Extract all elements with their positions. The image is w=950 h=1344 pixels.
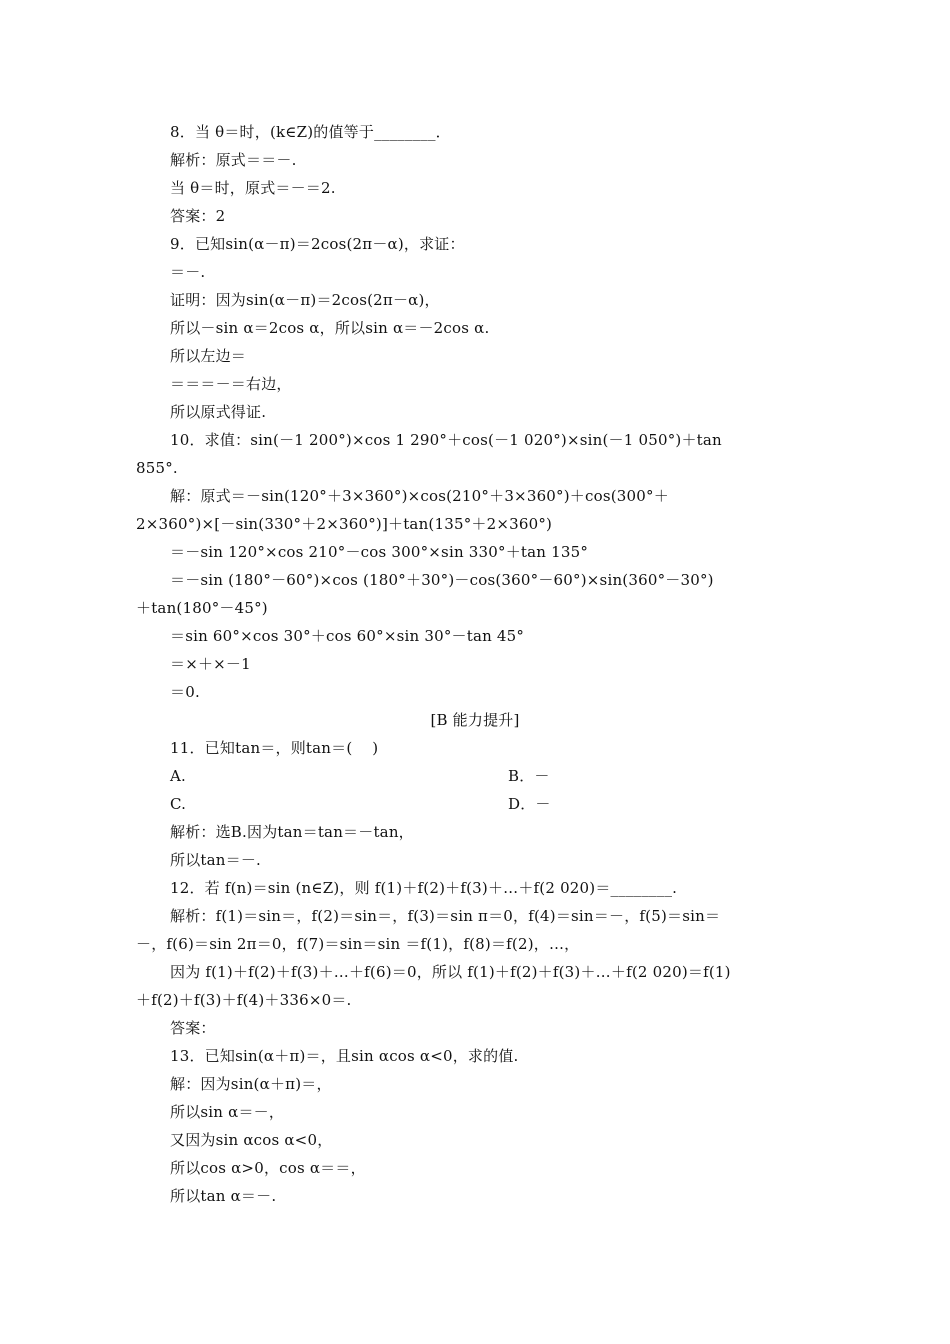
problem-12-answer: 答案： [170,1019,216,1037]
problem-8-question: 8．当 θ＝时，(k∈Z)的值等于________． [170,123,451,141]
problem-12-analysis-4: ＋f(2)＋f(3)＋f(4)＋336×0＝. [136,991,352,1009]
problem-11-option-c: C. [170,795,187,813]
problem-9-claim: ＝－. [170,263,206,281]
problem-8-answer: 答案：2 [170,207,226,225]
problem-13-solution-3: 又因为sin αcos α<0， [170,1131,333,1149]
problem-10-solution-3: ＝－sin 120°×cos 210°－cos 300°×sin 330°＋tan 135° [170,543,589,561]
problem-10-solution-1: 解：原式＝－sin(120°＋3×360°)×cos(210°＋3×360°)＋cos(300°＋ [170,487,669,505]
problem-10-solution-4: ＝－sin (180°－60°)×cos (180°＋30°)－cos(360°－60°)×sin(360°－30°) [170,571,714,589]
problem-10-solution-7: ＝×＋×－1 [170,655,251,673]
problem-10-solution-8: ＝0. [170,683,200,701]
section-heading: [B 能力提升] [430,711,520,729]
problem-9-proof-1: 证明：因为sin(α－π)＝2cos(2π－α)， [170,291,440,309]
problem-13-solution-1: 解：因为sin(α＋π)＝， [170,1075,332,1093]
problem-8-analysis: 解析：原式＝＝－. [170,151,297,169]
problem-9-proof-3: 所以左边＝ [170,347,247,365]
problem-10-question-cont: 855°. [136,459,178,477]
problem-12-analysis-1: 解析：f(1)＝sin＝，f(2)＝sin＝，f(3)＝sin π＝0，f(4)＝sin＝－，f(5)＝sin＝ [170,907,721,925]
problem-11-analysis: 解析：选B.因为tan＝tan＝－tan， [170,823,414,841]
problem-11-option-d: D．－ [508,795,551,813]
problem-13-solution-5: 所以tan α＝－. [170,1187,277,1205]
problem-9-proof-4: ＝＝＝－＝右边， [170,375,292,393]
problem-13-solution-4: 所以cos α>0，cos α＝＝， [170,1159,366,1177]
problem-8-step: 当 θ＝时，原式＝－＝2. [170,179,336,197]
problem-13-question: 13．已知sin(α＋π)＝，且sin αcos α<0，求的值. [170,1047,519,1065]
problem-11-question: 11．已知tan＝，则tan＝( ) [170,739,379,757]
problem-10-solution-2: 2×360°)×[－sin(330°＋2×360°)]＋tan(135°＋2×360°) [136,515,553,533]
problem-11-option-a: A. [170,767,187,785]
problem-12-question: 12．若 f(n)＝sin (n∈Z)，则 f(1)＋f(2)＋f(3)＋…＋f(2 020)＝________. [170,879,678,897]
problem-10-solution-5: ＋tan(180°－45°) [136,599,268,617]
problem-9-proof-5: 所以原式得证. [170,403,267,421]
problem-9-proof-2: 所以－sin α＝2cos α，所以sin α＝－2cos α. [170,319,490,337]
problem-12-analysis-3: 因为 f(1)＋f(2)＋f(3)＋…＋f(6)＝0，所以 f(1)＋f(2)＋f(3)＋…＋f(2 020)＝f(1) [170,963,731,981]
problem-12-analysis-2: －，f(6)＝sin 2π＝0，f(7)＝sin＝sin ＝f(1)，f(8)＝f(2)，…， [136,935,580,953]
problem-10-solution-6: ＝sin 60°×cos 30°＋cos 60°×sin 30°－tan 45° [170,627,525,645]
problem-11-step: 所以tan＝－. [170,851,261,869]
problem-9-question: 9．已知sin(α－π)＝2cos(2π－α)，求证： [170,235,465,253]
problem-11-option-b: B．－ [508,767,550,785]
problem-10-question: 10．求值：sin(－1 200°)×cos 1 290°＋cos(－1 020°)×sin(－1 050°)＋tan [170,431,722,449]
problem-13-solution-2: 所以sin α＝－， [170,1103,285,1121]
